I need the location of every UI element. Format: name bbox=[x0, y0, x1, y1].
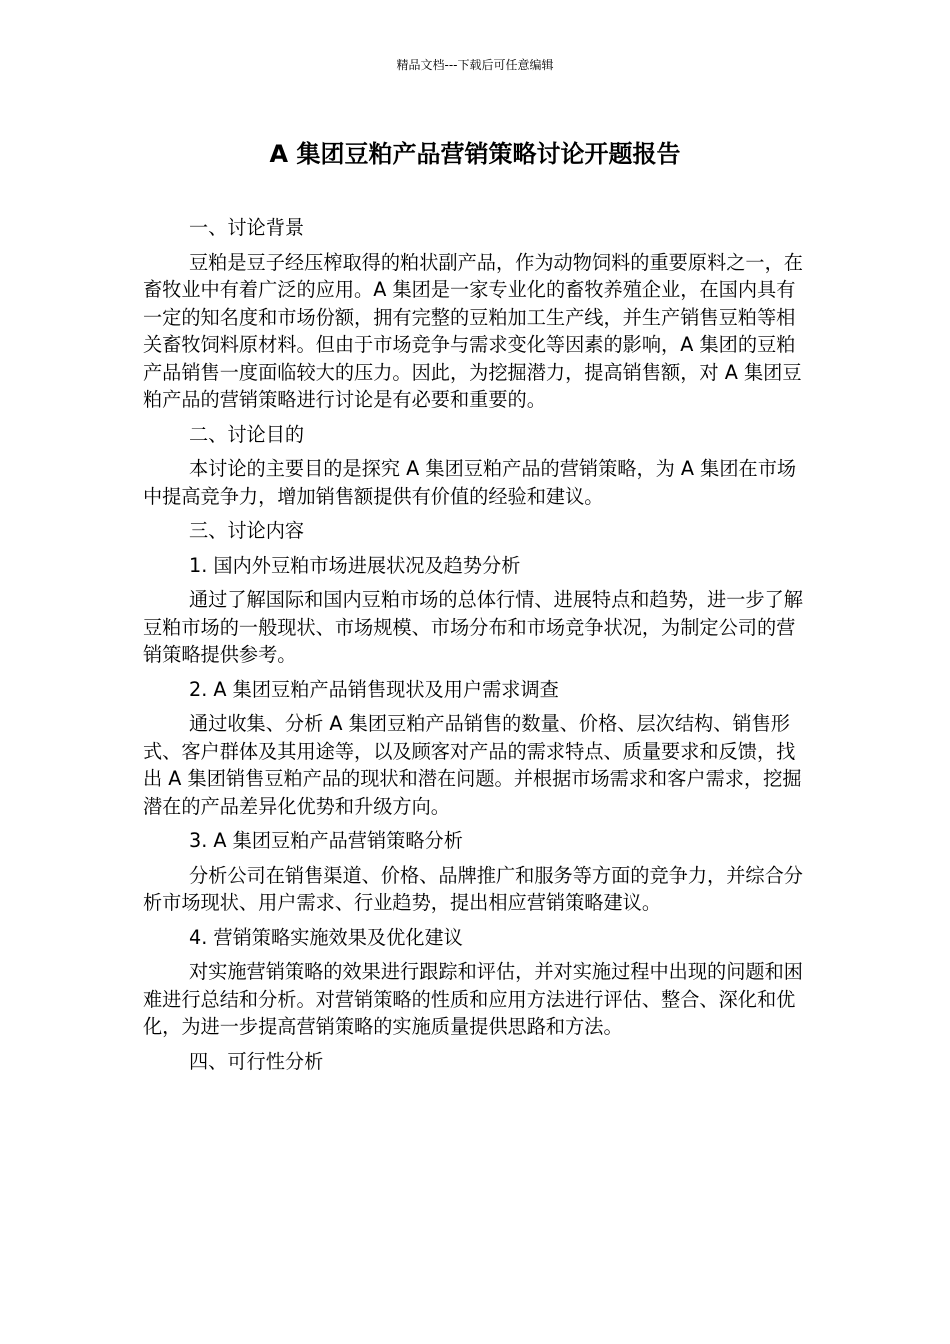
paragraph-sales-survey: 通过收集、分析 A 集团豆粕产品销售的数量、价格、层次结构、销售形式、客户群体及其用途等，以及顾客对产品的需求特点、质量要求和反馈，找出 A 集团销售豆粕产品的现状和潜在问题。并根据市场需求和客户需求，挖掘潜在的产品差异化优势和升级方向。 bbox=[143, 712, 802, 818]
subheading-implementation: 4. 营销策略实施效果及优化建议 bbox=[189, 925, 463, 949]
paragraph-purpose: 本讨论的主要目的是探究 A 集团豆粕产品的营销策略，为 A 集团在市场中提高竞争力，增加销售额提供有价值的经验和建议。 bbox=[143, 457, 797, 508]
section-heading-purpose: 二、讨论目的 bbox=[189, 422, 305, 446]
paragraph-background: 豆粕是豆子经压榨取得的粕状副产品，作为动物饲料的重要原料之一，在畜牧业中有着广泛的应用。A 集团是一家专业化的畜牧养殖企业，在国内具有一定的知名度和市场份额，拥有完整的豆粕加工生产线，并生产销售豆粕等相关畜牧饲料原材料。但由于市场竞争与需求变化等因素的影响，A 集团的豆粕产品销售一度面临较大的压力。因此，为挖掘潜力，提高销售额，对 A 集团豆粕产品的营销策略进行讨论是有必要和重要的。 bbox=[143, 250, 803, 411]
document-body bbox=[143, 214, 807, 1082]
document-title: A 集团豆粕产品营销策略讨论开题报告 bbox=[269, 140, 681, 168]
paragraph-implementation: 对实施营销策略的效果进行跟踪和评估，并对实施过程中出现的问题和困难进行总结和分析。对营销策略的性质和应用方法进行评估、整合、深化和优化，为进一步提高营销策略的实施质量提供思路和方法。 bbox=[143, 960, 803, 1038]
section-heading-content: 三、讨论内容 bbox=[189, 519, 305, 542]
subheading-market-analysis: 1. 国内外豆粕市场进展状况及趋势分析 bbox=[189, 553, 521, 577]
page-header-note: 精品文档---下载后可任意编辑 bbox=[396, 58, 554, 72]
paragraph-market-analysis: 通过了解国际和国内豆粕市场的总体行情、进展特点和趋势，进一步了解豆粕市场的一般现状、市场规模、市场分布和市场竞争状况，为制定公司的营销策略提供参考。 bbox=[143, 588, 803, 666]
paragraph-strategy-analysis: 分析公司在销售渠道、价格、品牌推广和服务等方面的竞争力，并综合分析市场现状、用户需求、行业趋势，提出相应营销策略建议。 bbox=[143, 863, 803, 914]
section-heading-background: 一、讨论背景 bbox=[189, 216, 305, 239]
section-heading-feasibility: 四、可行性分析 bbox=[189, 1049, 324, 1073]
subheading-strategy-analysis: 3. A 集团豆粕产品营销策略分析 bbox=[189, 829, 463, 852]
subheading-sales-survey: 2. A 集团豆粕产品销售现状及用户需求调查 bbox=[189, 677, 559, 701]
